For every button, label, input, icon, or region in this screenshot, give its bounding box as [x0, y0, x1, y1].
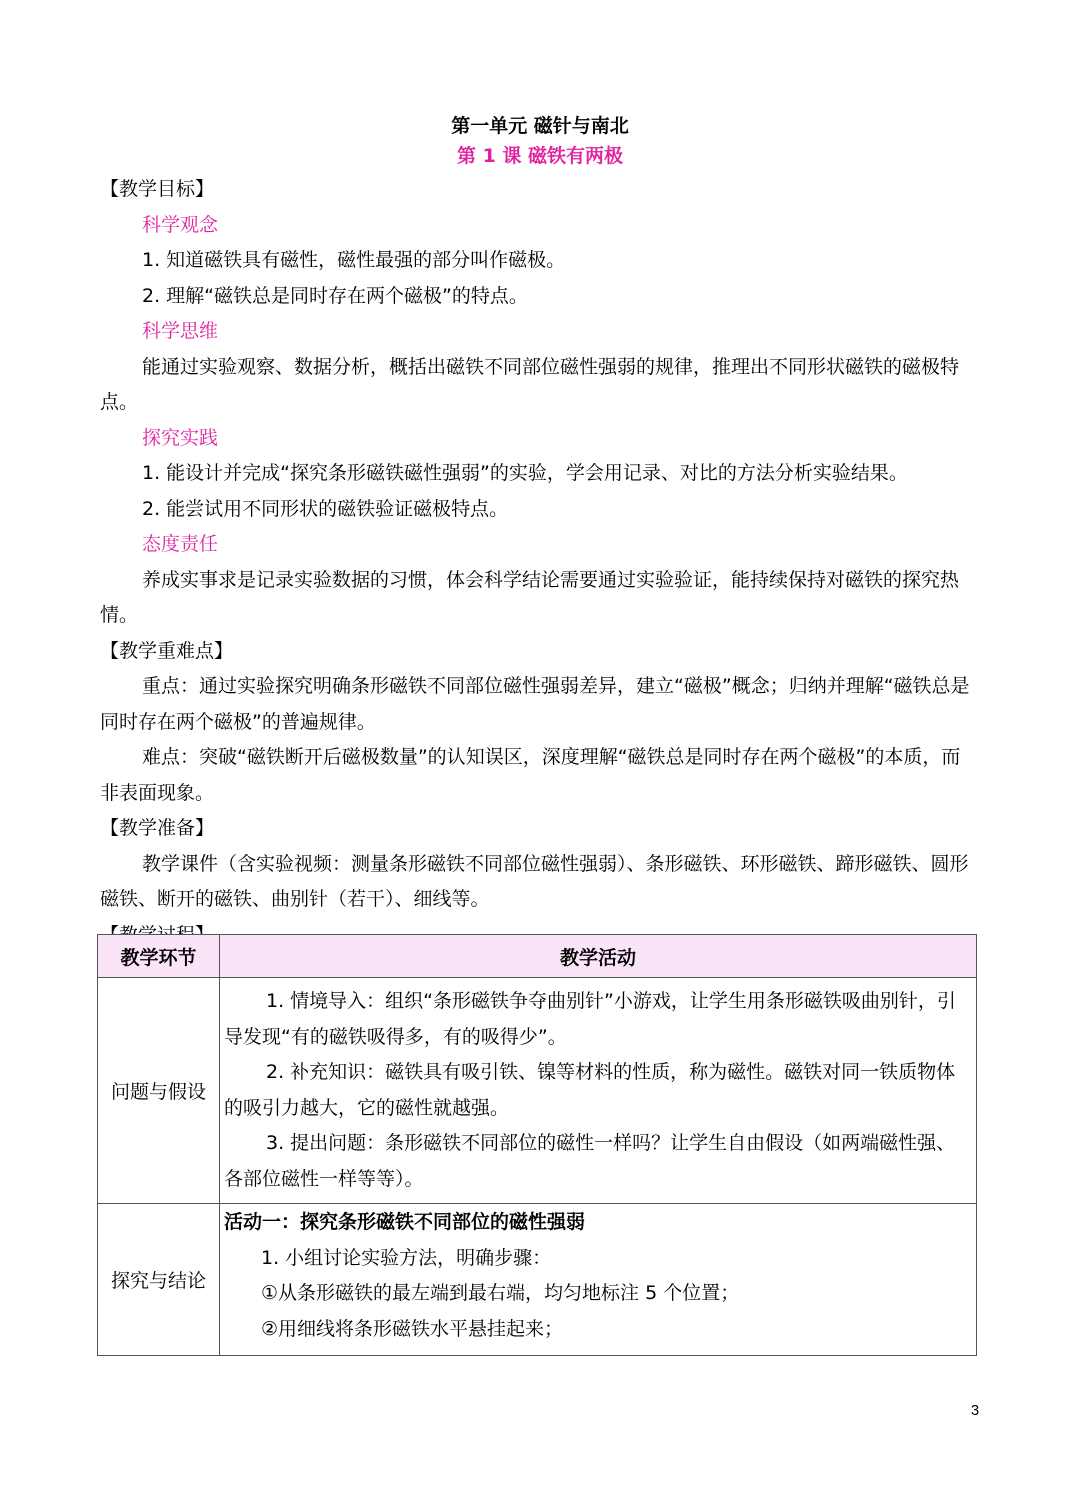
objectives-heading: 【教学目标】 — [100, 178, 215, 200]
attitude-text: 养成实事求是记录实验数据的习惯，体会科学结论需要通过实验验证，能持续保持对磁铁的探究热情。 — [100, 568, 960, 626]
activity-cell — [220, 978, 977, 1204]
process-table — [97, 934, 977, 1356]
concept-heading: 科学观念 — [142, 213, 219, 236]
table-row — [98, 1204, 977, 1356]
key-point-text: 重点：通过实验探究明确条形磁铁不同部位磁性强弱差异，建立“磁极”概念；归纳并理解“磁铁总是同时存在两个磁极”的普遍规律。 — [100, 675, 970, 733]
activity-title: 活动一：探究条形磁铁不同部位的磁性强弱 — [224, 1211, 586, 1233]
unit-title: 第一单元 磁针与南北 — [451, 115, 629, 137]
activity-item: ②用细线将条形磁铁水平悬挂起来； — [261, 1317, 564, 1340]
practice-heading: 探究实践 — [142, 426, 219, 449]
preparation-text: 教学课件（含实验视频：测量条形磁铁不同部位磁性强弱）、条形磁铁、环形磁铁、蹄形磁铁、圆形磁铁、断开的磁铁、曲别针（若干）、细线等。 — [100, 852, 969, 910]
page-number: 3 — [970, 1402, 980, 1419]
activity-item: 2. 补充知识：磁铁具有吸引铁、镍等材料的性质，称为磁性。磁铁对同一铁质物体的吸引力越大，它的磁性就越强。 — [224, 1061, 956, 1119]
concept-item-2: 2. 理解“磁铁总是同时存在两个磁极”的特点。 — [142, 284, 528, 307]
thinking-text: 能通过实验观察、数据分析，概括出磁铁不同部位磁性强弱的规律，推理出不同形状磁铁的磁极特点。 — [100, 355, 960, 413]
difficult-point-text: 难点：突破“磁铁断开后磁极数量”的认知误区，深度理解“磁铁总是同时存在两个磁极”的本质，而非表面现象。 — [100, 746, 961, 804]
activity-cell — [220, 1204, 977, 1356]
concept-item-1: 1. 知道磁铁具有磁性，磁性最强的部分叫作磁极。 — [142, 249, 566, 271]
lesson-title: 第 1 课 磁铁有两极 — [456, 145, 624, 167]
table-header-row — [98, 935, 977, 978]
stage-cell: 探究与结论 — [98, 1204, 220, 1356]
thinking-heading: 科学思维 — [142, 320, 219, 342]
stage-cell: 问题与假设 — [98, 978, 220, 1204]
lesson-content — [100, 172, 975, 953]
practice-item-1: 1. 能设计并完成“探究条形磁铁磁性强弱”的实验，学会用记录、对比的方法分析实验结果。 — [142, 462, 908, 484]
activity-item: 1. 小组讨论实验方法，明确步骤： — [261, 1246, 552, 1269]
activity-item: 3. 提出问题：条形磁铁不同部位的磁性一样吗？让学生自由假设（如两端磁性强、各部位磁性一样等等）。 — [224, 1132, 956, 1190]
preparation-heading: 【教学准备】 — [100, 817, 215, 839]
activity-column-header: 教学活动 — [220, 935, 977, 978]
attitude-heading: 态度责任 — [142, 533, 219, 555]
key-points-heading: 【教学重难点】 — [100, 639, 234, 662]
table-row — [98, 978, 977, 1204]
stage-column-header: 教学环节 — [98, 935, 220, 978]
activity-item: ①从条形磁铁的最左端到最右端，均匀地标注 5 个位置； — [261, 1282, 740, 1304]
activity-item: 1. 情境导入：组织“条形磁铁争夺曲别针”小游戏，让学生用条形磁铁吸曲别针，引导发现“有的磁铁吸得多，有的吸得少”。 — [224, 990, 956, 1048]
practice-item-2: 2. 能尝试用不同形状的磁铁验证磁极特点。 — [142, 497, 509, 520]
